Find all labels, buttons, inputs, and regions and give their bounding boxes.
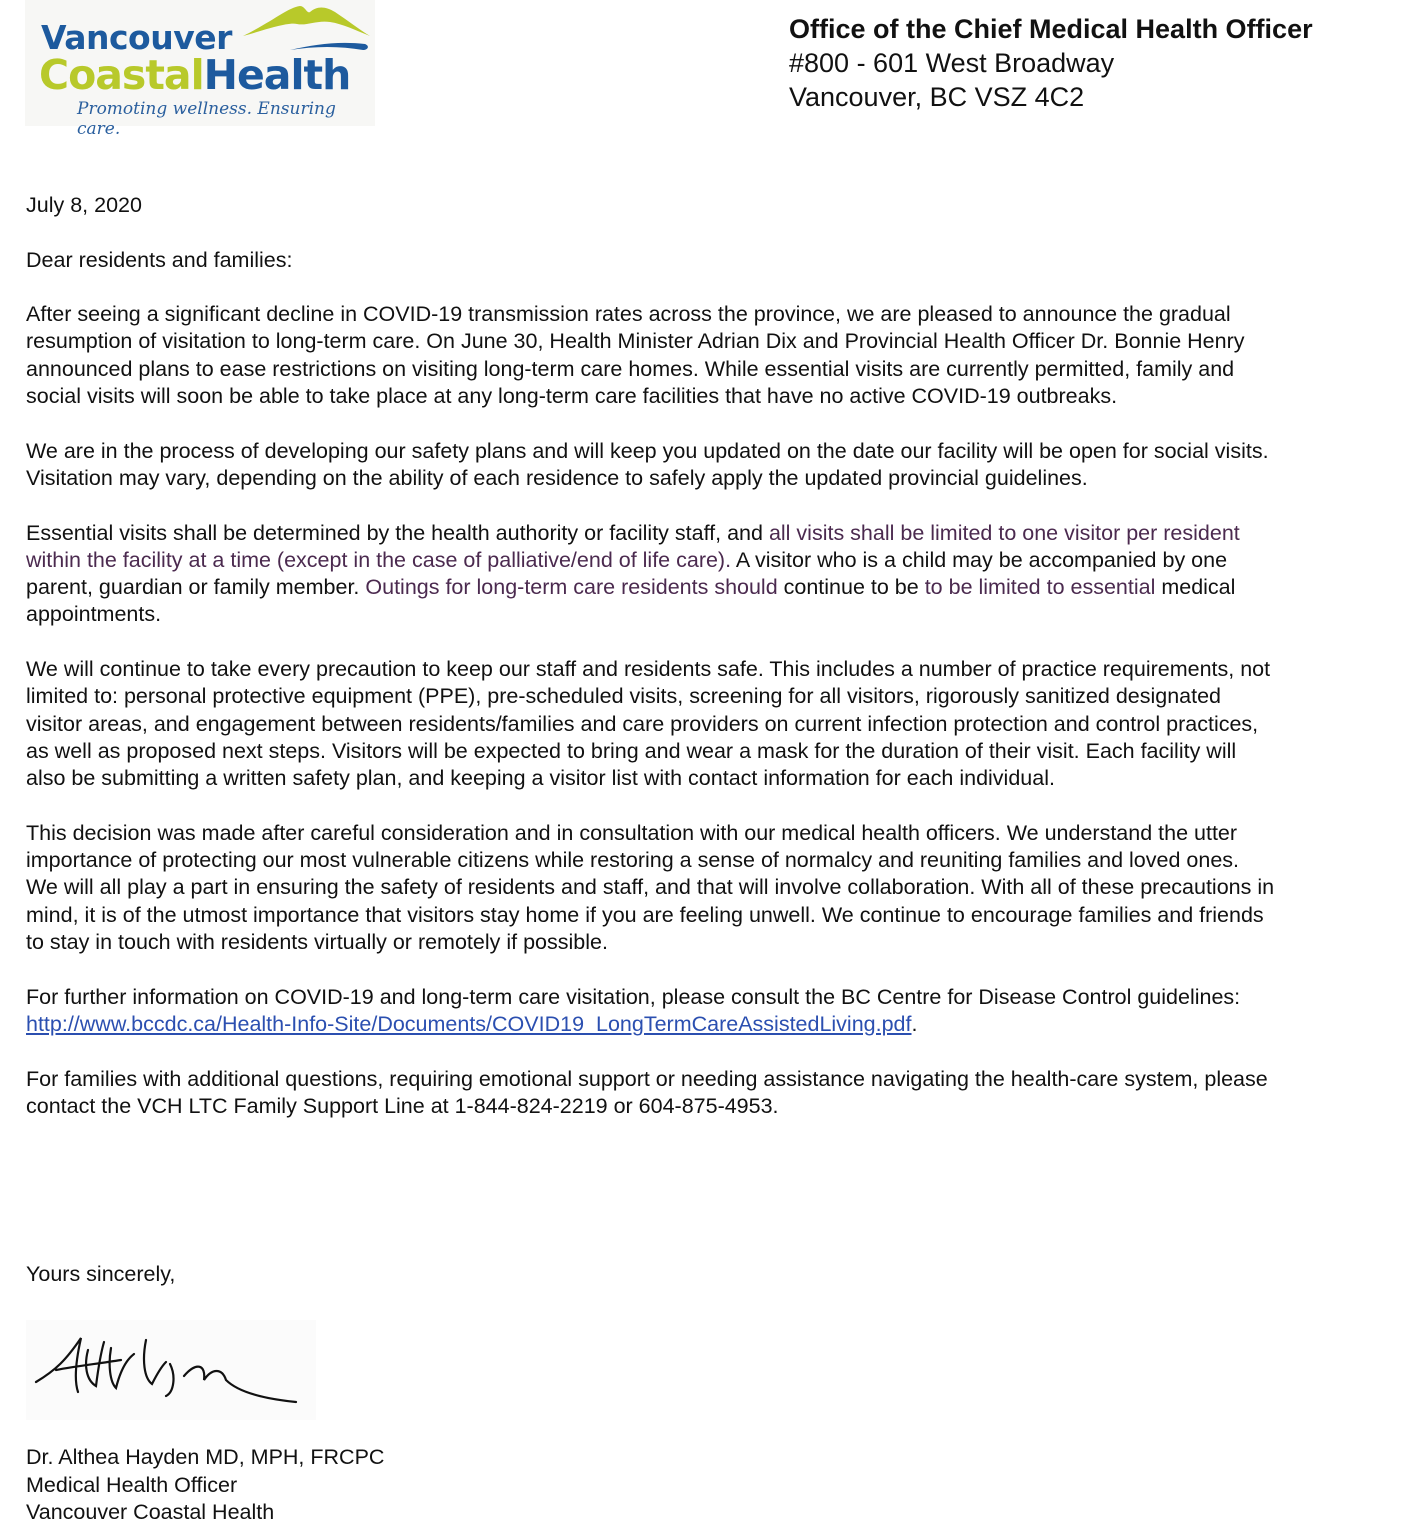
handwritten-signature-icon (26, 1320, 316, 1420)
paragraph-decision: This decision was made after careful consideration and in consultation with our medical health officers. We understand the utter importance of protecting our most vulnerable citizens while restoring a sense of normalcy and reuniting families and loved ones. We will all play a part in ensuring the safety of residents and staff, and that will involve collaboration. With all of these precautions in mind, it is of the utmost importance that visitors stay home if you are feeling unwell. We continue to encourage families and friends to stay in touch with residents virtually or remotely if possible. (26, 820, 1275, 955)
text-segment: A visitor who is a child may be accompanied by one parent, guardian or family member. (26, 547, 1228, 600)
logo-word-vancouver: Vancouver (41, 18, 232, 57)
text-segment: . (911, 1011, 918, 1036)
paragraph-safety-plans: We are in the process of developing our safety plans and will keep you updated on the date our facility will be open for social visits. Visitation may vary, depending on the ability of each residence to safely apply the updated provincial guidelines. (26, 438, 1269, 490)
text-segment: medical appointments. (26, 575, 1236, 627)
letter-body (26, 192, 1276, 1147)
paragraph-precautions: We will continue to take every precaution to keep our staff and residents safe. This includes a number of practice requirements, not limited to: personal protective equipment (PPE), pre-scheduled visits, screening for all visitors, rigorously sanitized designated visitor areas, and engagement between residents/families and care providers on current infection protection and control practices, as well as proposed next steps. Visitors will be expected to bring and wear a mask for the duration of their visit. Each facility will also be submitting a written safety plan, and keeping a visitor list with contact information for each individual. (26, 657, 1271, 791)
paragraph-announcement: After seeing a significant decline in COVID-19 transmission rates across the province, we are pleased to announce the gradual resumption of visitation to long-term care. On June 30, Health Minister Adrian Dix and Provincial Health Officer Dr. Bonnie Henry announced plans to ease restrictions on visiting long-term care homes. While essential visits are currently permitted, family and social visits will soon be able to take place at any long-term care facilities that have no active COVID-19 outbreaks. (26, 302, 1245, 409)
text-segment: For further information on COVID-19 and long-term care visitation, please consult the BC Centre for Disease Control guidelines: (26, 984, 1241, 1009)
letter-closing: Yours sincerely, (26, 1262, 176, 1286)
signer-title: Medical Health Officer (26, 1472, 238, 1497)
office-address-line1: #800 - 601 West Broadway (789, 48, 1115, 78)
office-address-line2: Vancouver, BC VSZ 4C2 (789, 82, 1085, 112)
text-segment: continue to be (777, 575, 925, 600)
signature-image (26, 1320, 316, 1420)
logo-word-coastal: Coastal (39, 51, 204, 99)
highlighted-text: Outings for long-term care residents should (365, 575, 778, 600)
paragraph-further-info (26, 984, 1276, 1039)
signer-organization: Vancouver Coastal Health (26, 1500, 275, 1524)
paragraph-essential-visits (26, 520, 1276, 629)
bccdc-guidelines-link[interactable]: http://www.bccdc.ca/Health-Info-Site/Documents/COVID19_LongTermCareAssistedLiving.pdf (26, 1011, 912, 1036)
logo-tagline: Promoting wellness. Ensuring care. (77, 99, 336, 139)
signer-name: Dr. Althea Hayden MD, MPH, FRCPC (26, 1445, 385, 1469)
signer-block (26, 1444, 384, 1527)
office-header (789, 12, 1313, 114)
letter-salutation: Dear residents and families: (26, 247, 293, 272)
highlighted-text: to be limited to essential (924, 575, 1156, 600)
office-title: Office of the Chief Medical Health Officer (789, 14, 1313, 44)
logo-word-coastal-health (39, 51, 350, 99)
text-segment: Essential visits shall be determined by the health authority or facility staff, and (26, 520, 769, 545)
highlighted-text: all visits shall be limited to one visitor per resident within the facility at a time (except in the case of palliative/end of life care). (26, 520, 1240, 572)
paragraph-support-line: For families with additional questions, requiring emotional support or needing assistance navigating the health-care system, please contact the VCH LTC Family Support Line at 1-844-824-2219 or 604-875-4953. (26, 1066, 1268, 1118)
logo-word-health: Health (203, 51, 351, 99)
vch-logo (25, 0, 375, 139)
letter-date: July 8, 2020 (26, 193, 142, 217)
